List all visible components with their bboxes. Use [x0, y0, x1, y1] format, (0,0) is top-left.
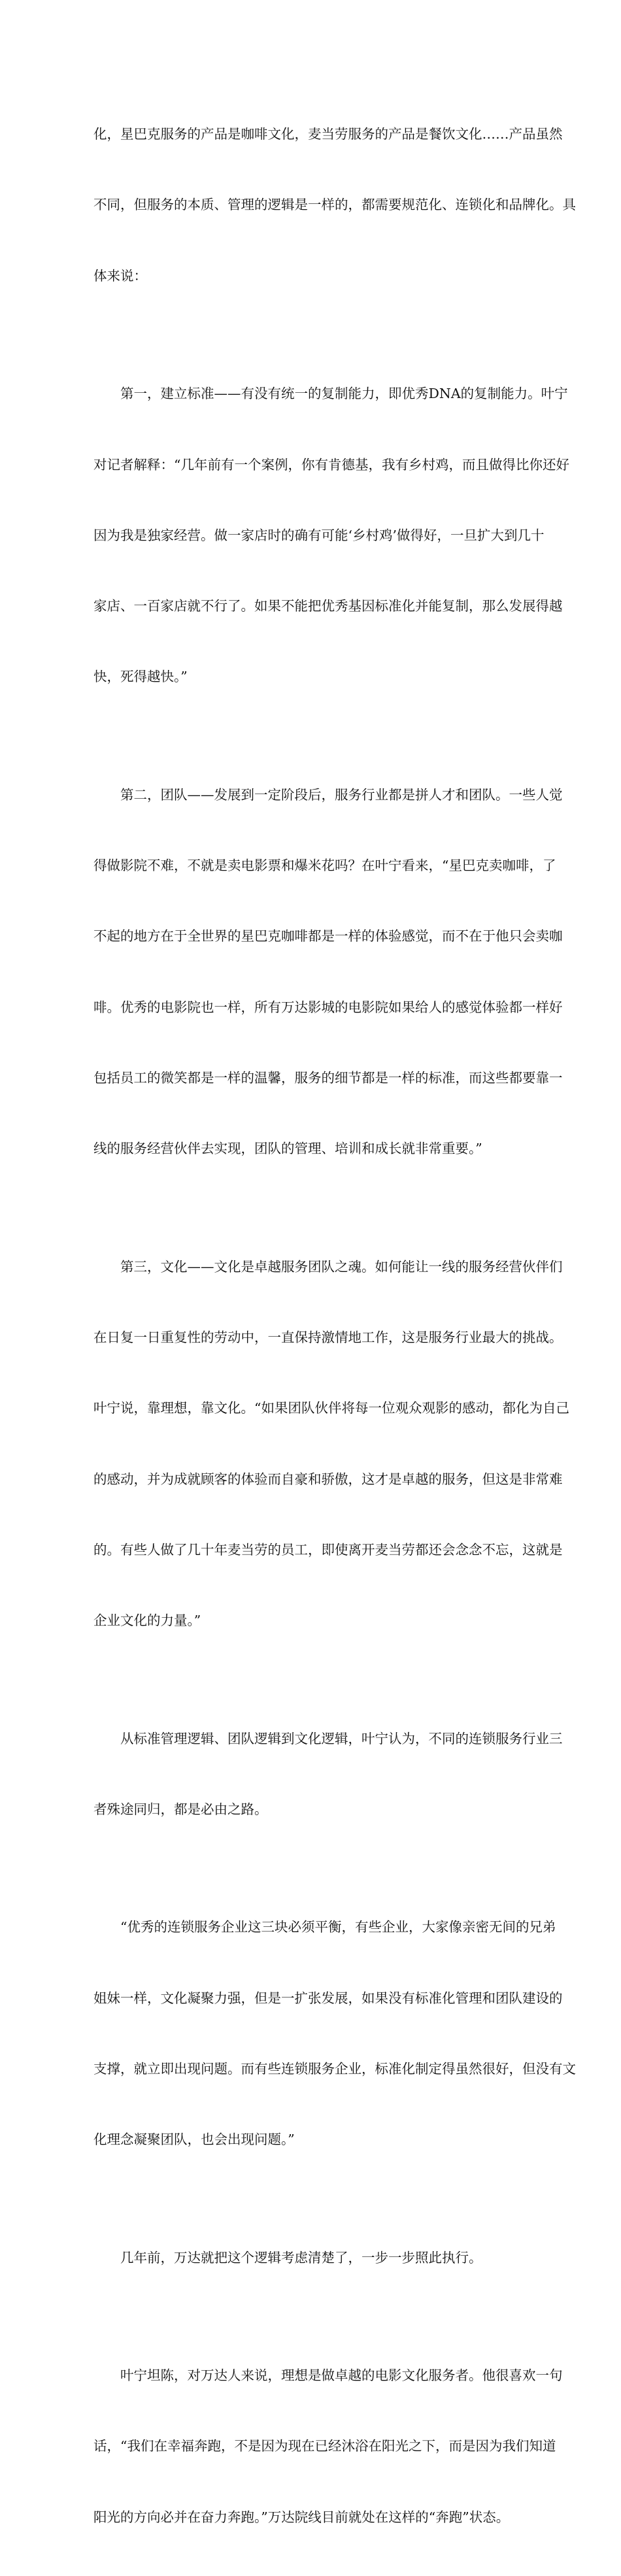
text-line: 姐妹一样，文化凝聚力强，但是一扩张发展，如果没有标准化管理和团队建设的: [93, 1990, 563, 2006]
text-line: 对记者解释：“几年前有一个案例，你有肯德基，我有乡村鸡，而且做得比你还好: [93, 456, 569, 473]
text-line: 第二，团队——发展到一定阶段后，服务行业都是拼人才和团队。一些人觉: [93, 786, 563, 803]
paragraph: [93, 2317, 563, 2576]
paragraph: [93, 1208, 569, 1680]
text-line: 几年前，万达就把这个逻辑考虑清楚了，一步一步照此执行。: [93, 2249, 482, 2266]
text-line: 第三，文化——文化是卓越服务团队之魂。如何能让一线的服务经营伙伴们: [93, 1258, 563, 1275]
text-line: 得做影院不难，不就是卖电影票和爆米花吗？在叶宁看来，“星巴克卖咖啡，了: [93, 858, 556, 874]
text-line: 支撑，就立即出现问题。而有些连锁服务企业，标准化制定得虽然很好，但没有文: [93, 2060, 576, 2077]
text-line: 叶宁说，靠理想，靠文化。“如果团队伙伴将每一位观众观影的感动，都化为自己: [93, 1400, 569, 1416]
paragraph: [93, 736, 563, 1208]
text-line: 第一，建立标准——有没有统一的复制能力，即优秀DNA的复制能力。叶宁: [93, 386, 568, 402]
text-line: 从标准管理逻辑、团队逻辑到文化逻辑，叶宁认为，不同的连锁服务行业三: [93, 1730, 563, 1747]
text-line: 不起的地方在于全世界的星巴克咖啡都是一样的体验感觉，而不在于他只会卖咖: [93, 928, 563, 945]
text-line: 化，星巴克服务的产品是咖啡文化，麦当劳服务的产品是餐饮文化……产品虽然: [93, 126, 563, 142]
text-line: 包括员工的微笑都是一样的温馨，服务的细节都是一样的标准，而这些都要靠一: [93, 1069, 563, 1086]
paragraph: [93, 75, 576, 335]
text-line: 阳光的方向必并在奋力奔跑。”万达院线目前就处在这样的“奔跑”状态。: [93, 2509, 510, 2525]
paragraph: [93, 335, 569, 736]
text-line: 不同，但服务的本质、管理的逻辑是一样的，都需要规范化、连锁化和品牌化。具: [93, 197, 576, 213]
text-line: 线的服务经营伙伴去实现，团队的管理、培训和成长就非常重要。”: [93, 1141, 482, 1157]
text-line: 化理念凝聚团队，也会出现问题。”: [93, 2132, 295, 2148]
text-line: 在日复一日重复性的劳动中，一直保持激情地工作，这是服务行业最大的挑战。: [93, 1329, 563, 1345]
text-line: 企业文化的力量。”: [93, 1613, 201, 1629]
text-line: 者殊途同归，都是必由之路。: [93, 1801, 268, 1817]
text-line: 话，“我们在幸福奔跑，不是因为现在已经沐浴在阳光之下，而是因为我们知道: [93, 2438, 556, 2454]
paragraph: [93, 1679, 563, 1868]
text-line: 因为我是独家经营。做一家店时的确有可能‘乡村鸡’做得好，一旦扩大到几十: [93, 527, 545, 543]
text-line: 快，死得越快。”: [93, 669, 188, 685]
text-line: 啡。优秀的电影院也一样，所有万达影城的电影院如果给人的感觉体验都一样好: [93, 999, 563, 1015]
text-line: 的。有些人做了几十年麦当劳的员工，即使离开麦当劳都还会念念不忘，这就是: [93, 1541, 563, 1558]
text-line: 家店、一百家店就不行了。如果不能把优秀基因标准化并能复制，那么发展得越: [93, 598, 563, 614]
text-line: “优秀的连锁服务企业这三块必须平衡，有些企业，大家像亲密无间的兄弟: [93, 1919, 556, 1935]
text-line: 叶宁坦陈，对万达人来说，理想是做卓越的电影文化服务者。他很喜欢一句: [93, 2367, 563, 2384]
text-line: 的感动，并为成就顾客的体验而自豪和骄傲，这才是卓越的服务，但这是非常难: [93, 1471, 563, 1487]
text-line: 体来说：: [93, 267, 147, 284]
paragraph: [93, 2198, 531, 2316]
paragraph: [93, 1868, 576, 2198]
document-body: [93, 75, 576, 2576]
